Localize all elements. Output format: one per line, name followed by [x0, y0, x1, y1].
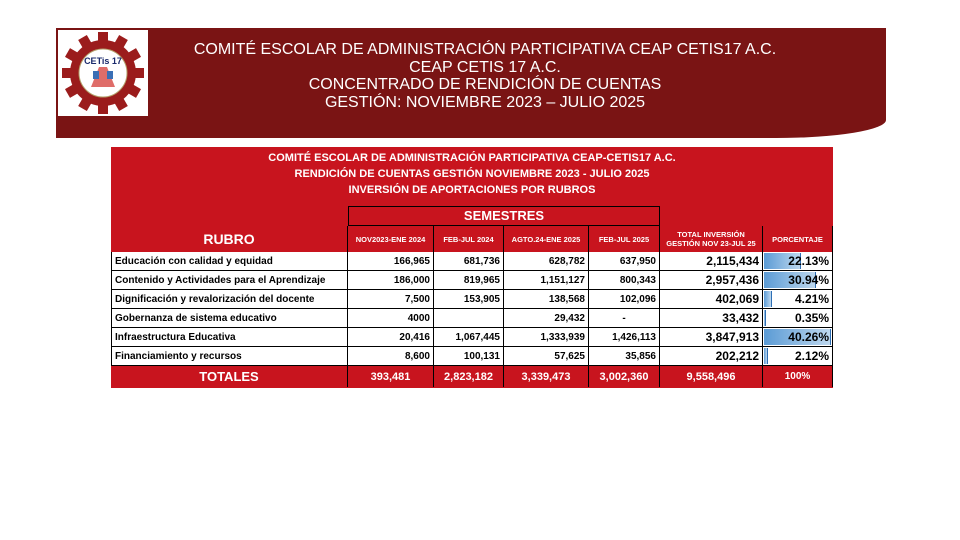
banner-line-3: CONCENTRADO DE RENDICIÓN DE CUENTAS: [308, 76, 662, 93]
semestres-header: SEMESTRES: [348, 206, 660, 226]
col-header-rubro: RUBRO: [111, 226, 348, 252]
table-title-line-3: INVERSIÓN DE APORTACIONES POR RUBROS: [348, 184, 596, 196]
cell-s4: -: [589, 309, 660, 328]
col-header-total-line-2: GESTIÓN NOV 23-JUL 25: [666, 239, 756, 248]
cell-total: 3,847,913: [660, 328, 763, 347]
cell-s4: 637,950: [589, 252, 660, 271]
pct-value: 0.35%: [794, 311, 829, 325]
cell-total: 2,957,436: [660, 271, 763, 290]
pct-data-bar: [764, 310, 766, 326]
cell-s4: 102,096: [589, 290, 660, 309]
cell-rubro: Contenido y Actividades para el Aprendizaje: [111, 271, 348, 290]
cell-s2: 153,905: [434, 290, 504, 309]
cell-rubro: Financiamiento y recursos: [111, 347, 348, 366]
pct-value: 22.13%: [788, 254, 829, 268]
totals-s1: 393,481: [348, 366, 434, 387]
totals-row: [111, 366, 833, 387]
cell-pct: [763, 290, 833, 309]
cell-total: 402,069: [660, 290, 763, 309]
cell-s2: 1,067,445: [434, 328, 504, 347]
cell-s4: 1,426,113: [589, 328, 660, 347]
cell-pct: [763, 347, 833, 366]
cell-s1: 186,000: [348, 271, 434, 290]
cell-total: 33,432: [660, 309, 763, 328]
cell-rubro: Infraestructura Educativa: [111, 328, 348, 347]
pct-value: 30.94%: [788, 273, 829, 287]
table-title: [111, 150, 833, 198]
cell-s4: 35,856: [589, 347, 660, 366]
table-row: [111, 309, 833, 328]
cell-total: 202,212: [660, 347, 763, 366]
banner-line-4: GESTIÓN: NOVIEMBRE 2023 – JULIO 2025: [324, 93, 646, 111]
cell-s3: 1,151,127: [504, 271, 589, 290]
col-header-s1: NOV2023-ENE 2024: [348, 226, 434, 252]
cell-rubro: Gobernanza de sistema educativo: [111, 309, 348, 328]
table-title-line-1: COMITÉ ESCOLAR DE ADMINISTRACIÓN PARTICIPATIVA CEAP-CETIS17 A.C.: [268, 152, 676, 164]
col-header-s3: AGTO.24-ENE 2025: [504, 226, 589, 252]
pct-data-bar: [764, 348, 768, 364]
cell-s1: 20,416: [348, 328, 434, 347]
cell-rubro: Educación con calidad y equidad: [111, 252, 348, 271]
cell-s2: 819,965: [434, 271, 504, 290]
cetis17-gear-logo-icon: [58, 30, 148, 116]
cell-s3: 29,432: [504, 309, 589, 328]
table-row: [111, 347, 833, 366]
pct-value: 40.26%: [788, 330, 829, 344]
cell-rubro: Dignificación y revalorización del docente: [111, 290, 348, 309]
cell-pct: [763, 271, 833, 290]
cell-pct: [763, 328, 833, 347]
col-header-total-line-1: TOTAL INVERSIÓN: [677, 230, 745, 239]
banner-line-2: CEAP CETIS 17 A.C.: [409, 58, 561, 76]
table-row: [111, 328, 833, 347]
cell-pct: [763, 309, 833, 328]
pct-data-bar: [764, 291, 772, 307]
banner-title: [150, 41, 820, 111]
pct-value: 2.12%: [794, 349, 829, 363]
table-row: [111, 271, 833, 290]
cell-total: 2,115,434: [660, 252, 763, 271]
table-row: [111, 252, 833, 271]
cell-s2: [434, 309, 504, 328]
totals-s2: 2,823,182: [434, 366, 504, 387]
cell-s2: 100,131: [434, 347, 504, 366]
banner-line-1: COMITÉ ESCOLAR DE ADMINISTRACIÓN PARTICIPATIVA CEAP CETIS17 A.C.: [193, 41, 777, 58]
cell-s3: 138,568: [504, 290, 589, 309]
col-header-pct: PORCENTAJE: [763, 226, 833, 252]
table-title-line-2: RENDICIÓN DE CUENTAS GESTIÓN NOVIEMBRE 2023 - JULIO 2025: [294, 168, 650, 180]
totals-total: 9,558,496: [660, 366, 763, 387]
cell-s4: 800,343: [589, 271, 660, 290]
cell-s3: 1,333,939: [504, 328, 589, 347]
cell-s1: 8,600: [348, 347, 434, 366]
table-row: [111, 290, 833, 309]
totals-label: TOTALES: [111, 366, 348, 387]
cell-s1: 166,965: [348, 252, 434, 271]
cell-s1: 7,500: [348, 290, 434, 309]
cell-s3: 628,782: [504, 252, 589, 271]
cell-s2: 681,736: [434, 252, 504, 271]
pct-value: 4.21%: [794, 292, 829, 306]
cell-pct: [763, 252, 833, 271]
col-header-total: [660, 226, 763, 252]
cell-s3: 57,625: [504, 347, 589, 366]
totals-s3: 3,339,473: [504, 366, 589, 387]
totals-s4: 3,002,360: [589, 366, 660, 387]
col-header-s2: FEB-JUL 2024: [434, 226, 504, 252]
logo-text: CETis 17: [84, 56, 122, 66]
cell-s1: 4000: [348, 309, 434, 328]
totals-pct: 100%: [763, 366, 833, 387]
col-header-s4: FEB-JUL 2025: [589, 226, 660, 252]
